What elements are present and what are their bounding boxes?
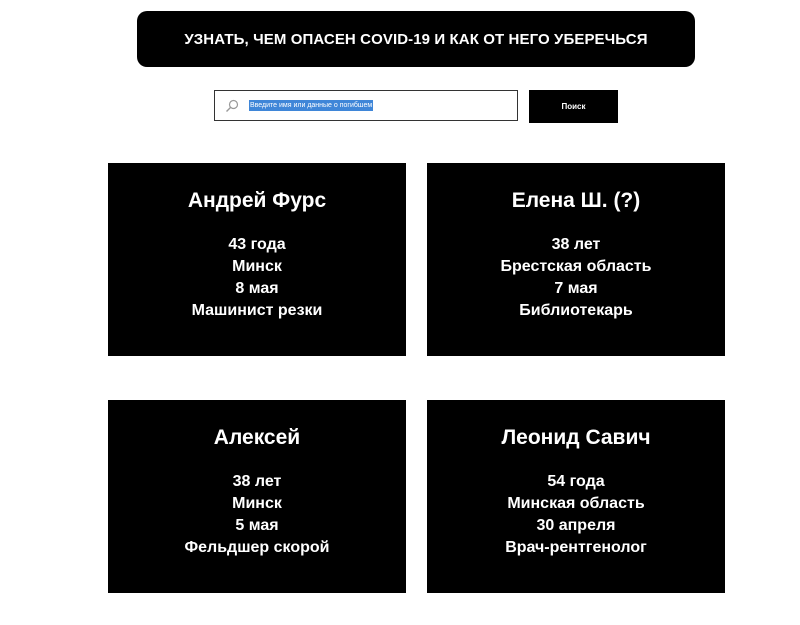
victim-card[interactable] [108,400,406,593]
search-input-value: Введите имя или данные о погибшем [250,102,373,109]
victim-place: Минск [232,495,282,512]
victim-profession: Машинист резки [191,302,323,319]
search-box[interactable] [214,90,518,121]
victim-card[interactable] [108,163,406,356]
victim-name: Андрей Фурс [187,189,327,212]
victim-place: Минская область [507,495,645,512]
search-button[interactable]: Поиск [529,90,618,123]
victim-date: 8 мая [235,280,279,297]
victim-name: Леонид Савич [501,426,651,449]
victim-profession: Библиотекарь [519,302,633,319]
search-icon [225,99,239,113]
victim-profession: Фельдшер скорой [184,539,330,556]
victim-place: Брестская область [500,258,652,275]
victim-name: Елена Ш. (?) [511,189,641,212]
victim-age: 43 года [228,236,286,253]
covid-info-banner[interactable] [137,11,695,67]
victim-age: 38 лет [551,236,601,253]
victim-date: 5 мая [235,517,279,534]
victim-profession: Врач-рентгенолог [505,539,647,556]
victim-card[interactable] [427,163,725,356]
victim-date: 7 мая [554,280,598,297]
banner-label: УЗНАТЬ, ЧЕМ ОПАСЕН COVID-19 И КАК ОТ НЕГО УБЕРЕЧЬСЯ [184,30,648,48]
victim-card[interactable] [427,400,725,593]
victim-place: Минск [232,258,282,275]
victim-age: 54 года [547,473,605,490]
victim-age: 38 лет [232,473,282,490]
search-input[interactable] [249,100,517,111]
victim-date: 30 апреля [536,517,616,534]
victim-name: Алексей [213,426,301,449]
